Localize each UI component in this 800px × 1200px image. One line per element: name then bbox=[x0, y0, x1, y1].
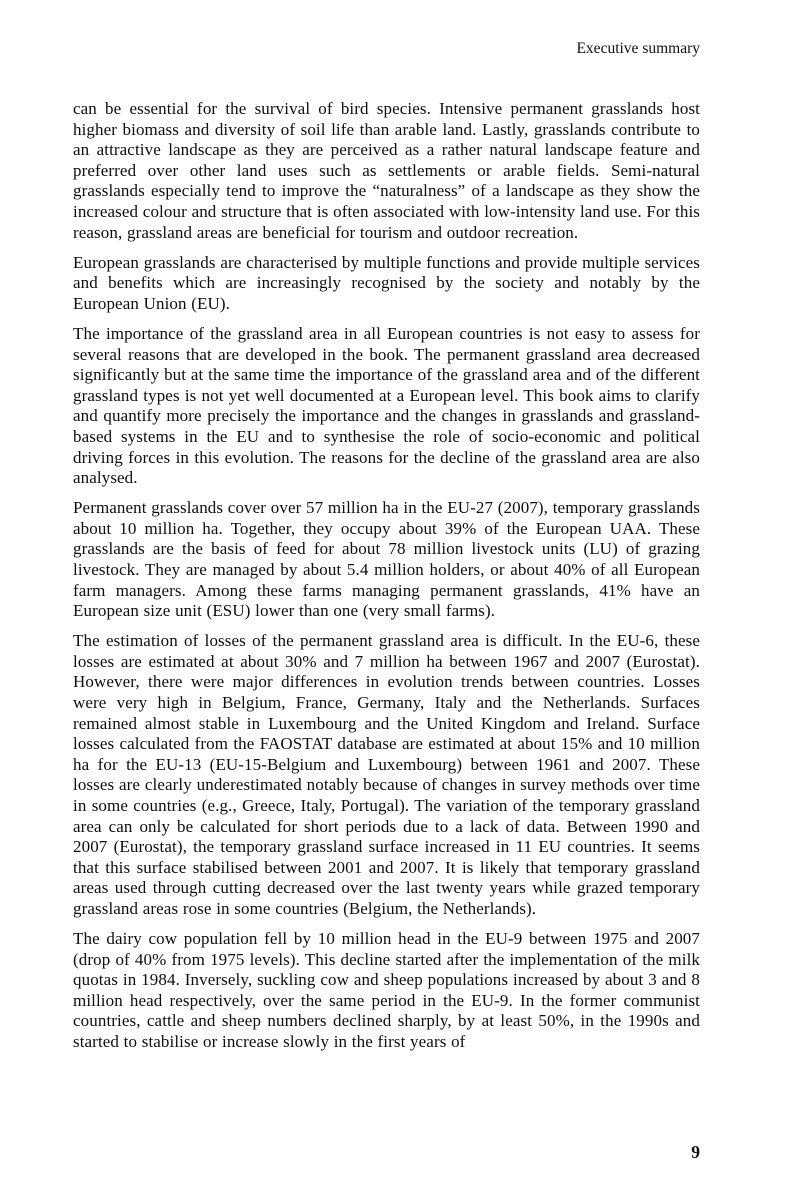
paragraph: The dairy cow population fell by 10 million head in the EU-9 between 1975 and 2007 (drop of 40% from 1975 levels). This decline started after the implementation of the milk quotas in 1984. Inversely, suckling cow and sheep populations increased by about 3 and 8 million head respectively, over the same period in the EU-9. In the former communist countries, cattle and sheep numbers declined sharply, by at least 50%, in the 1990s and started to stabilise or increase slowly in the first years of bbox=[73, 929, 700, 1052]
paragraph: can be essential for the survival of bird species. Intensive permanent grasslands host higher biomass and diversity of soil life than arable land. Lastly, grasslands contribute to an attractive landscape as they are perceived as a rather natural landscape feature and preferred over other land uses such as settlements or arable fields. Semi-natural grasslands especially tend to improve the “naturalness” of a landscape as they show the increased colour and structure that is often associated with low-intensity land use. For this reason, grassland areas are beneficial for tourism and outdoor recreation. bbox=[73, 99, 700, 242]
page-body bbox=[73, 99, 700, 1053]
paragraph: The estimation of losses of the permanent grassland area is difficult. In the EU-6, these losses are estimated at about 30% and 7 million ha between 1967 and 2007 (Eurostat). However, there were major differences in evolution trends between countries. Losses were very high in Belgium, France, Germany, Italy and the Netherlands. Surfaces remained almost stable in Luxembourg and the United Kingdom and Ireland. Surface losses calculated from the FAOSTAT database are estimated at about 15% and 10 million ha for the EU-13 (EU-15-Belgium and Luxembourg) between 1961 and 2007. These losses are clearly underestimated notably because of changes in survey methods over time in some countries (e.g., Greece, Italy, Portugal). The variation of the temporary grassland area can only be calculated for short periods due to a lack of data. Between 1990 and 2007 (Eurostat), the temporary grassland surface increased in 11 EU countries. It seems that this surface stabilised between 2001 and 2007. It is likely that temporary grassland areas used through cutting decreased over the last twenty years while grazed temporary grassland areas rose in some countries (Belgium, the Netherlands). bbox=[73, 631, 700, 918]
paragraph: The importance of the grassland area in all European countries is not easy to assess for several reasons that are developed in the book. The permanent grassland area decreased significantly but at the same time the importance of the grassland area and of the different grassland types is not yet well documented at a European level. This book aims to clarify and quantify more precisely the importance and the changes in grasslands and grassland-based systems in the EU and to synthesise the role of socio-economic and political driving forces in this evolution. The reasons for the decline of the grassland area are also analysed. bbox=[73, 323, 700, 488]
paragraph: European grasslands are characterised by multiple functions and provide multiple services and benefits which are increasingly recognised by the society and notably by the European Union (EU). bbox=[73, 252, 700, 313]
paragraph: Permanent grasslands cover over 57 million ha in the EU-27 (2007), temporary grasslands about 10 million ha. Together, they occupy about 39% of the European UAA. These grasslands are the basis of feed for about 78 million livestock units (LU) of grazing livestock. They are managed by about 5.4 million holders, or about 40% of all European farm managers. Among these farms managing permanent grasslands, 41% have an European size unit (ESU) lower than one (very small farms). bbox=[73, 498, 700, 621]
running-header: Executive summary bbox=[576, 40, 700, 57]
page-number: 9 bbox=[691, 1142, 700, 1162]
